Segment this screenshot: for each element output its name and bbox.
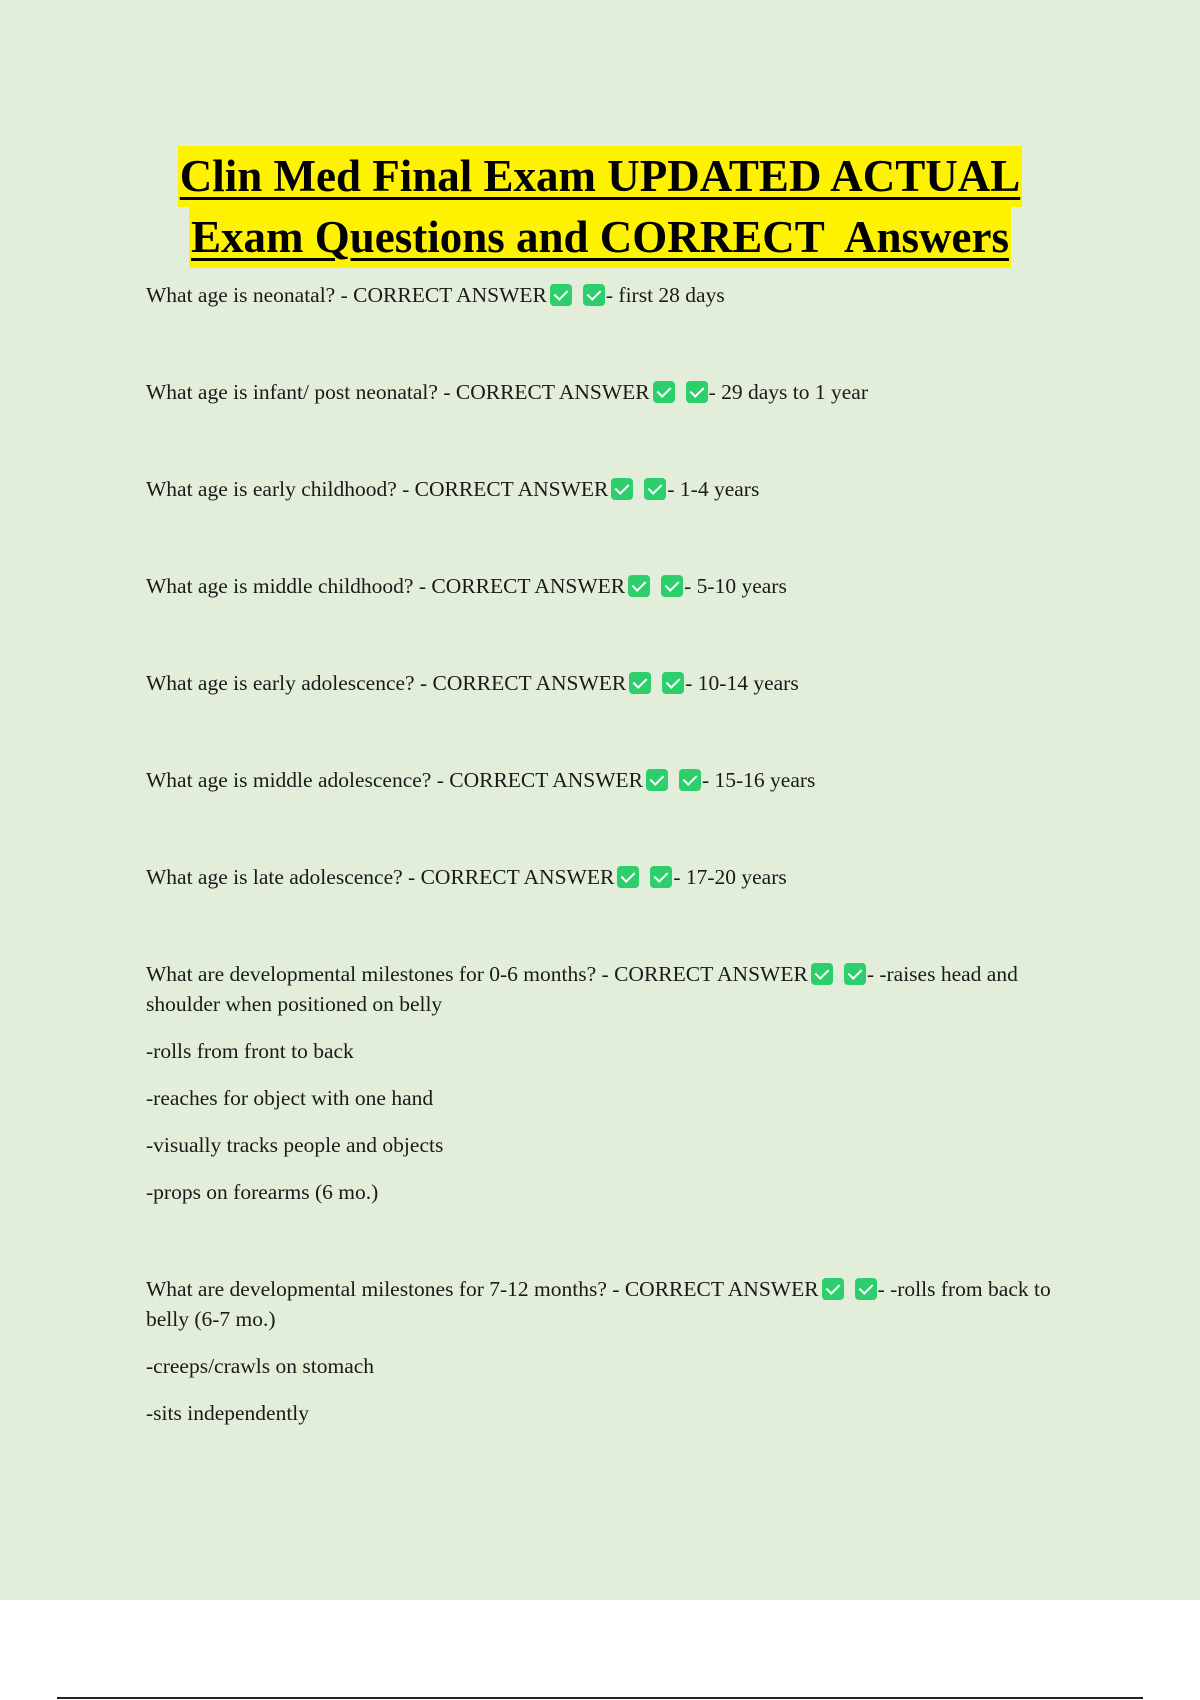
correct-answer-marker: CORRECT ANSWER (420, 865, 615, 889)
correct-answer-marker: CORRECT ANSWER (455, 380, 650, 404)
answer-detail-line: -visually tracks people and objects (146, 1133, 444, 1157)
qa-question-line (146, 1274, 1096, 1334)
check-mark-icon (855, 1278, 877, 1300)
qa-item (146, 377, 1096, 407)
check-mark-icon (822, 1278, 844, 1300)
check-mark-icon (629, 672, 651, 694)
check-mark-icon (679, 769, 701, 791)
answer-detail-line: -props on forearms (6 mo.) (146, 1180, 379, 1204)
question-text: What age is infant/ post neonatal? - (146, 380, 456, 404)
answer-detail-line: -sits independently (146, 1401, 310, 1425)
qa-question-line (146, 959, 1096, 1019)
correct-answer-marker: CORRECT ANSWER (449, 768, 643, 792)
check-mark-icon (686, 381, 708, 403)
qa-item (146, 862, 1096, 892)
qa-question-line (146, 474, 1096, 504)
check-mark-icon (811, 963, 833, 985)
question-text: What age is early childhood? - (146, 477, 415, 501)
correct-answer-marker: CORRECT ANSWER (432, 671, 627, 695)
qa-question-line (146, 280, 1096, 310)
answer-detail-line: -creeps/crawls on stomach (146, 1354, 375, 1378)
answer-text: - 1-4 years (667, 477, 760, 501)
check-mark-icon (583, 284, 605, 306)
answer-text: - 10-14 years (685, 671, 799, 695)
question-text: What age is middle childhood? - (146, 574, 432, 598)
question-text: What age is middle adolescence? - (146, 768, 450, 792)
check-mark-icon (662, 672, 684, 694)
answer-text: - 17-20 years (673, 865, 787, 889)
qa-item (146, 280, 1096, 310)
question-text: What age is late adolescence? - (146, 865, 421, 889)
qa-question-line (146, 862, 1096, 892)
check-mark-icon (611, 478, 633, 500)
question-text: What age is early adolescence? - (146, 671, 433, 695)
qa-item (146, 765, 1096, 795)
document-title (0, 146, 1200, 268)
footer-divider (57, 1697, 1143, 1699)
check-mark-icon (617, 866, 639, 888)
answer-text: - -raises head and shoulder when positioned on belly (146, 962, 1018, 1016)
check-mark-icon (844, 963, 866, 985)
check-mark-icon (653, 381, 675, 403)
answer-detail-line: -reaches for object with one hand (146, 1086, 434, 1110)
correct-answer-marker: CORRECT ANSWER (624, 1277, 819, 1301)
qa-item (146, 668, 1096, 698)
qa-question-line (146, 571, 1096, 601)
correct-answer-marker: CORRECT ANSWER (414, 477, 609, 501)
answer-detail-line: -rolls from front to back (146, 1039, 354, 1063)
question-text: What age is neonatal? - (146, 283, 354, 307)
check-mark-icon (646, 769, 668, 791)
question-text: What are developmental milestones for 0-6 months? - (146, 962, 615, 986)
check-mark-icon (550, 284, 572, 306)
check-mark-icon (650, 866, 672, 888)
answer-text: - 5-10 years (684, 574, 787, 598)
qa-question-line (146, 765, 1096, 795)
check-mark-icon (661, 575, 683, 597)
qa-question-line (146, 377, 1096, 407)
answer-text: - 15-16 years (701, 768, 816, 792)
correct-answer-marker: CORRECT ANSWER (614, 962, 808, 986)
correct-answer-marker: CORRECT ANSWER (353, 283, 547, 307)
answer-text: - first 28 days (605, 283, 725, 307)
question-text: What are developmental milestones for 7-12 months? - (146, 1277, 625, 1301)
qa-item (146, 571, 1096, 601)
qa-item (146, 959, 1096, 1207)
qa-list (146, 280, 1096, 1428)
answer-text: - -rolls from back to belly (6-7 mo.) (146, 1277, 1051, 1331)
correct-answer-marker: CORRECT ANSWER (431, 574, 626, 598)
title-line-2: Exam Questions and CORRECT Answers (189, 207, 1011, 268)
check-mark-icon (628, 575, 650, 597)
qa-question-line (146, 668, 1096, 698)
answer-text: - 29 days to 1 year (708, 380, 869, 404)
qa-item (146, 1274, 1096, 1428)
check-mark-icon (644, 478, 666, 500)
title-line-1: Clin Med Final Exam UPDATED ACTUAL (178, 146, 1022, 207)
qa-item (146, 474, 1096, 504)
